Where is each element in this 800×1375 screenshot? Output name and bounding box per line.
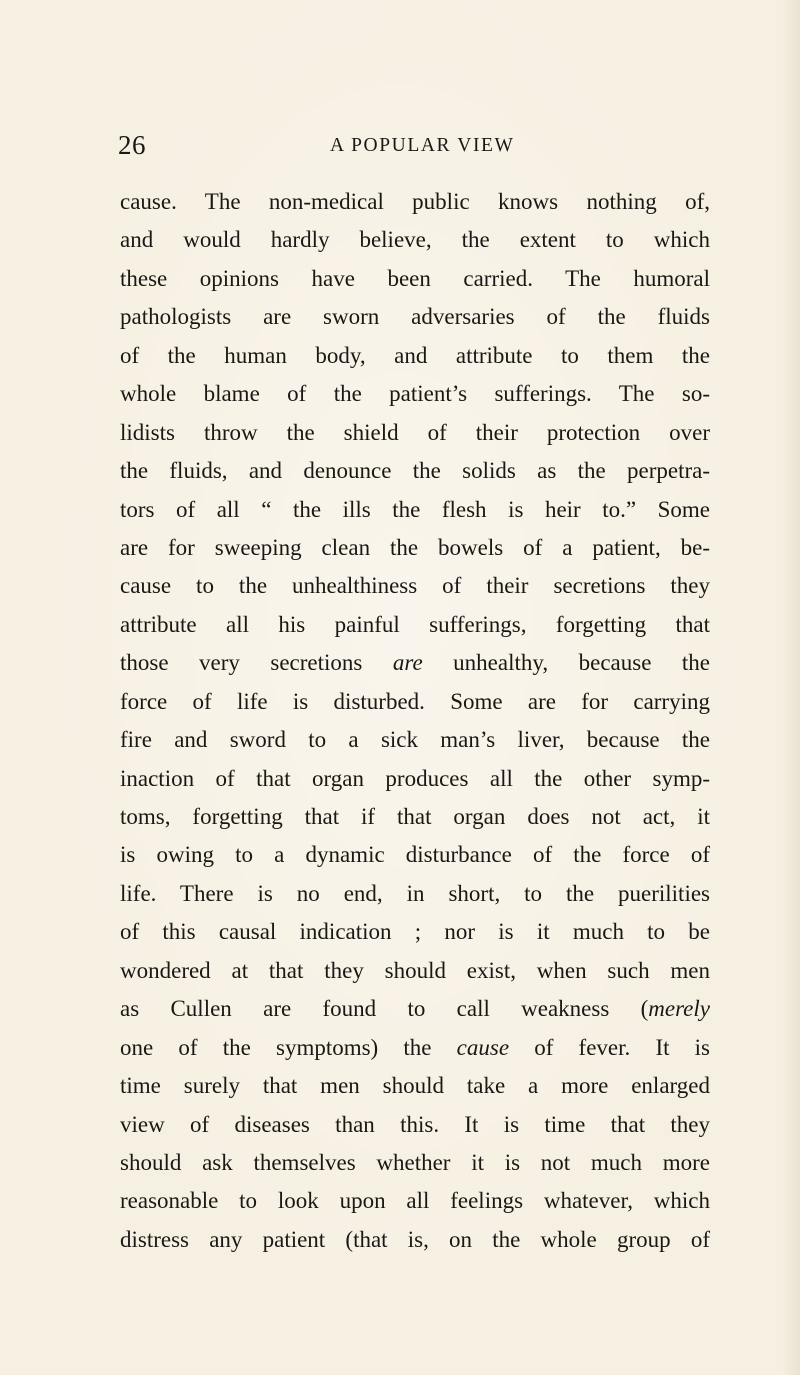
text-segment: are for sweeping clean the bowels of a patient, be- [120,534,710,560]
text-segment: those very secretions [120,650,393,676]
text-line [120,644,710,682]
text-line [120,1067,710,1105]
text-line [120,1221,710,1259]
text-line [120,798,710,836]
text-line [120,375,710,413]
text-segment: fire and sword to a sick man’s liver, because the [120,727,710,753]
running-title: A POPULAR VIEW [330,135,515,156]
text-segment: as Cullen are found to call weakness ( [120,996,649,1022]
text-line [120,760,710,798]
text-line [120,414,710,452]
text-line [120,298,710,336]
text-line [120,875,710,913]
text-segment: cause to the unhealthiness of their secretions they [120,573,710,599]
text-line [120,529,710,567]
text-segment: unhealthy, because the [422,650,711,676]
text-segment: force of life is disturbed. Some are for carrying [120,688,710,714]
page-number: 26 [118,130,146,160]
text-segment: should ask themselves whether it is not much more [120,1149,710,1175]
text-segment: lidists throw the shield of their protection over [120,419,710,445]
text-segment: life. There is no end, in short, to the puerilities [120,880,710,906]
text-line [120,452,710,490]
text-segment: cause. The non-medical public knows nothing of, [120,189,710,214]
italic-text: cause [456,1034,510,1060]
text-segment: these opinions have been carried. The humoral [120,265,710,291]
text-line [120,1144,710,1182]
text-line [120,990,710,1028]
italic-text: are [392,650,423,676]
text-segment: distress any patient (that is, on the whole group of [120,1226,710,1252]
text-segment: is owing to a dynamic disturbance of the force of [120,842,710,868]
text-segment: toms, forgetting that if that organ does not act, it [120,804,710,829]
text-segment: time surely that men should take a more enlarged [120,1073,710,1099]
text-segment: of the human body, and attribute to them the [120,342,710,368]
text-line [120,1182,710,1220]
text-segment: whole blame of the patient’s sufferings. The so- [120,381,710,407]
text-line [120,183,710,221]
text-line [120,1106,710,1144]
running-head [0,128,800,162]
text-line [120,606,710,644]
text-segment: the fluids, and denounce the solids as the perpetra- [120,458,710,484]
text-segment: wondered at that they should exist, when such men [120,957,710,983]
body-text [120,183,710,1259]
text-segment: inaction of that organ produces all the other symp- [120,765,710,791]
text-line [120,913,710,951]
text-segment: attribute all his painful sufferings, forgetting that [120,611,710,637]
text-segment: of fever. It is [509,1034,711,1060]
text-line [120,260,710,298]
text-segment: view of diseases than this. It is time that they [120,1111,710,1137]
text-line [120,683,710,721]
text-segment: of this causal indication ; nor is it much to be [120,919,710,945]
text-line [120,337,710,375]
page-edge-shadow [782,0,800,1375]
text-segment: reasonable to look upon all feelings whatever, which [120,1188,710,1214]
text-line [120,721,710,759]
text-segment: pathologists are sworn adversaries of the fluids [120,304,710,330]
text-segment: and would hardly believe, the extent to which [120,227,710,253]
italic-text: merely [648,996,710,1022]
text-line [120,1029,710,1067]
text-segment: tors of all “ the ills the flesh is heir to.” Some [120,496,710,522]
text-line [120,836,710,874]
text-line [120,567,710,605]
text-segment: one of the symptoms) the [120,1034,457,1060]
text-line [120,952,710,990]
text-line [120,491,710,529]
text-line [120,221,710,259]
